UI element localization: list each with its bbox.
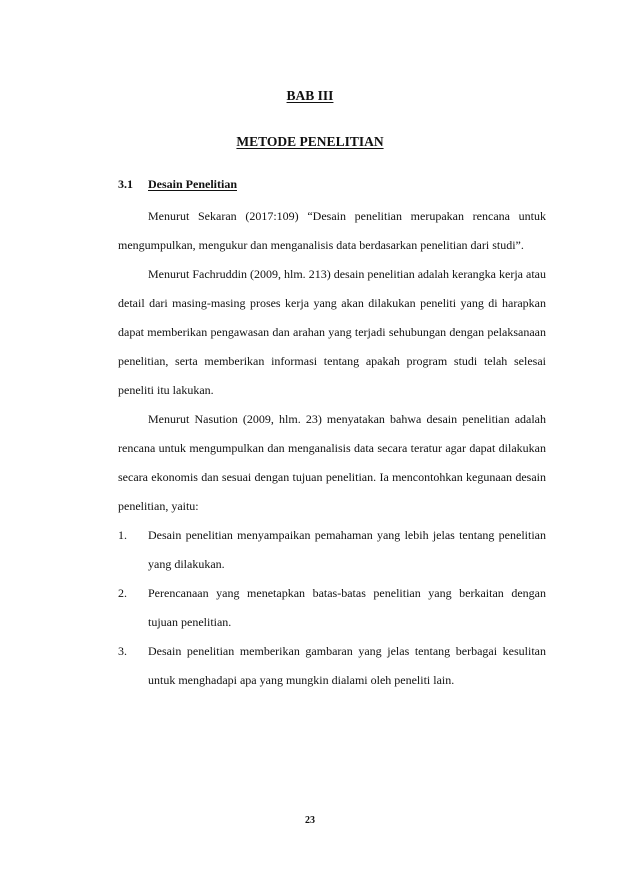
paragraph-sekaran: Menurut Sekaran (2017:109) “Desain penelitian merupakan rencana untuk mengumpulkan, mengukur dan menganalisis data berdasarkan penelitian dari studi”. bbox=[118, 209, 546, 252]
paragraph-fachruddin: Menurut Fachruddin (2009, hlm. 213) desain penelitian adalah kerangka kerja atau detail dari masing-masing proses kerja yang akan dilakukan peneliti yang di harapkan dapat memberikan pengawasan dan arahan yang terjadi sehubungan dengan pelaksanaan penelitian, serta memberikan informasi tentang apakah program studi telah selesai peneliti itu lakukan. bbox=[118, 267, 546, 397]
list-item-text: Perencanaan yang menetapkan batas-batas penelitian yang berkaitan dengan tujuan penelitian. bbox=[148, 586, 546, 629]
uses-list bbox=[118, 521, 546, 695]
paragraph-nasution: Menurut Nasution (2009, hlm. 23) menyatakan bahwa desain penelitian adalah rencana untuk mengumpulkan dan menganalisis data secara teratur agar dapat dilakukan secara ekonomis dan sesuai dengan tujuan penelitian. Ia mencontohkan kegunaan desain penelitian, yaitu: bbox=[118, 412, 546, 513]
page-number: 23 bbox=[305, 815, 315, 826]
list-item-number: 2. bbox=[118, 586, 127, 600]
list-item bbox=[118, 521, 546, 579]
list-item bbox=[118, 637, 546, 695]
list-item-text: Desain penelitian menyampaikan pemahaman yang lebih jelas tentang penelitian yang dilakukan. bbox=[148, 528, 546, 571]
section-number: 3.1 bbox=[118, 177, 133, 191]
chapter-title: METODE PENELITIAN bbox=[236, 134, 384, 149]
list-item-text: Desain penelitian memberikan gambaran yang jelas tentang berbagai kesulitan untuk menghadapi apa yang mungkin dialami oleh peneliti lain. bbox=[148, 644, 546, 687]
list-item bbox=[118, 579, 546, 637]
section-title: Desain Penelitian bbox=[148, 177, 237, 191]
section-heading bbox=[118, 177, 237, 192]
chapter-label: BAB III bbox=[286, 88, 334, 103]
body-text bbox=[118, 202, 546, 695]
list-item-number: 3. bbox=[118, 644, 127, 658]
list-item-number: 1. bbox=[118, 528, 127, 542]
